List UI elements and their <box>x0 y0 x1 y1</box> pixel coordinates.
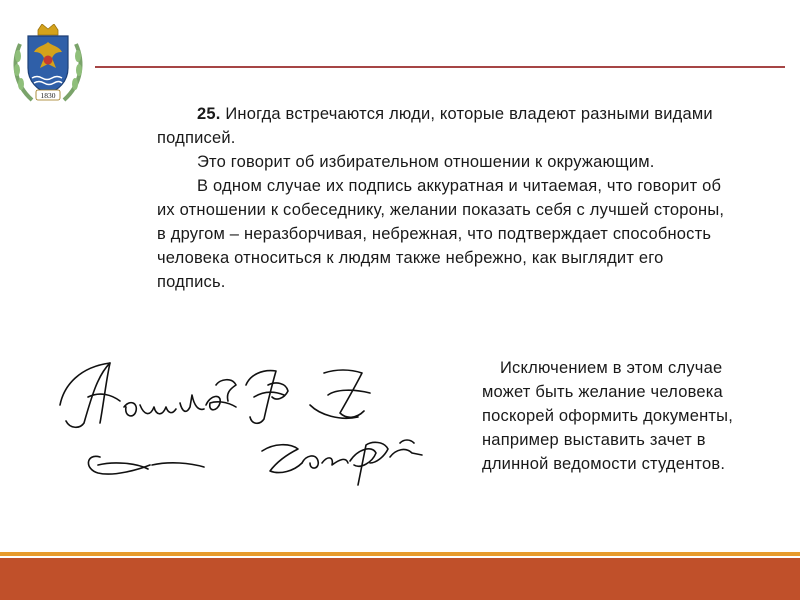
header-divider <box>95 66 785 68</box>
paragraph-1 <box>157 102 732 150</box>
footer-bar <box>0 558 800 600</box>
paragraph-3: В одном случае их подпись аккуратная и читаемая, что говорит об их отношении к собеседнику, желании показать себя с лучшей стороны, в другом – неразборчивая, небрежная, что подтверждает способность человека относиться к людям также небрежно, как выглядит его подпись. <box>157 177 725 291</box>
main-text-block <box>157 102 732 294</box>
slide-number: 25. <box>197 105 221 123</box>
side-note-block <box>482 356 757 476</box>
footer-accent-line <box>0 552 800 556</box>
paragraph-2: Это говорит об избирательном отношении к окружающим. <box>197 153 655 171</box>
university-emblem-icon <box>10 24 86 106</box>
emblem-year: 1830 <box>40 91 56 100</box>
paragraph-1-text: Иногда встречаются люди, которые владеют разными видами подписей. <box>157 105 713 147</box>
signature-samples-image <box>40 345 440 510</box>
side-note: Исключением в этом случае может быть желание человека поскорей оформить документы, например выставить зачет в длинной ведомости студентов. <box>482 359 734 473</box>
